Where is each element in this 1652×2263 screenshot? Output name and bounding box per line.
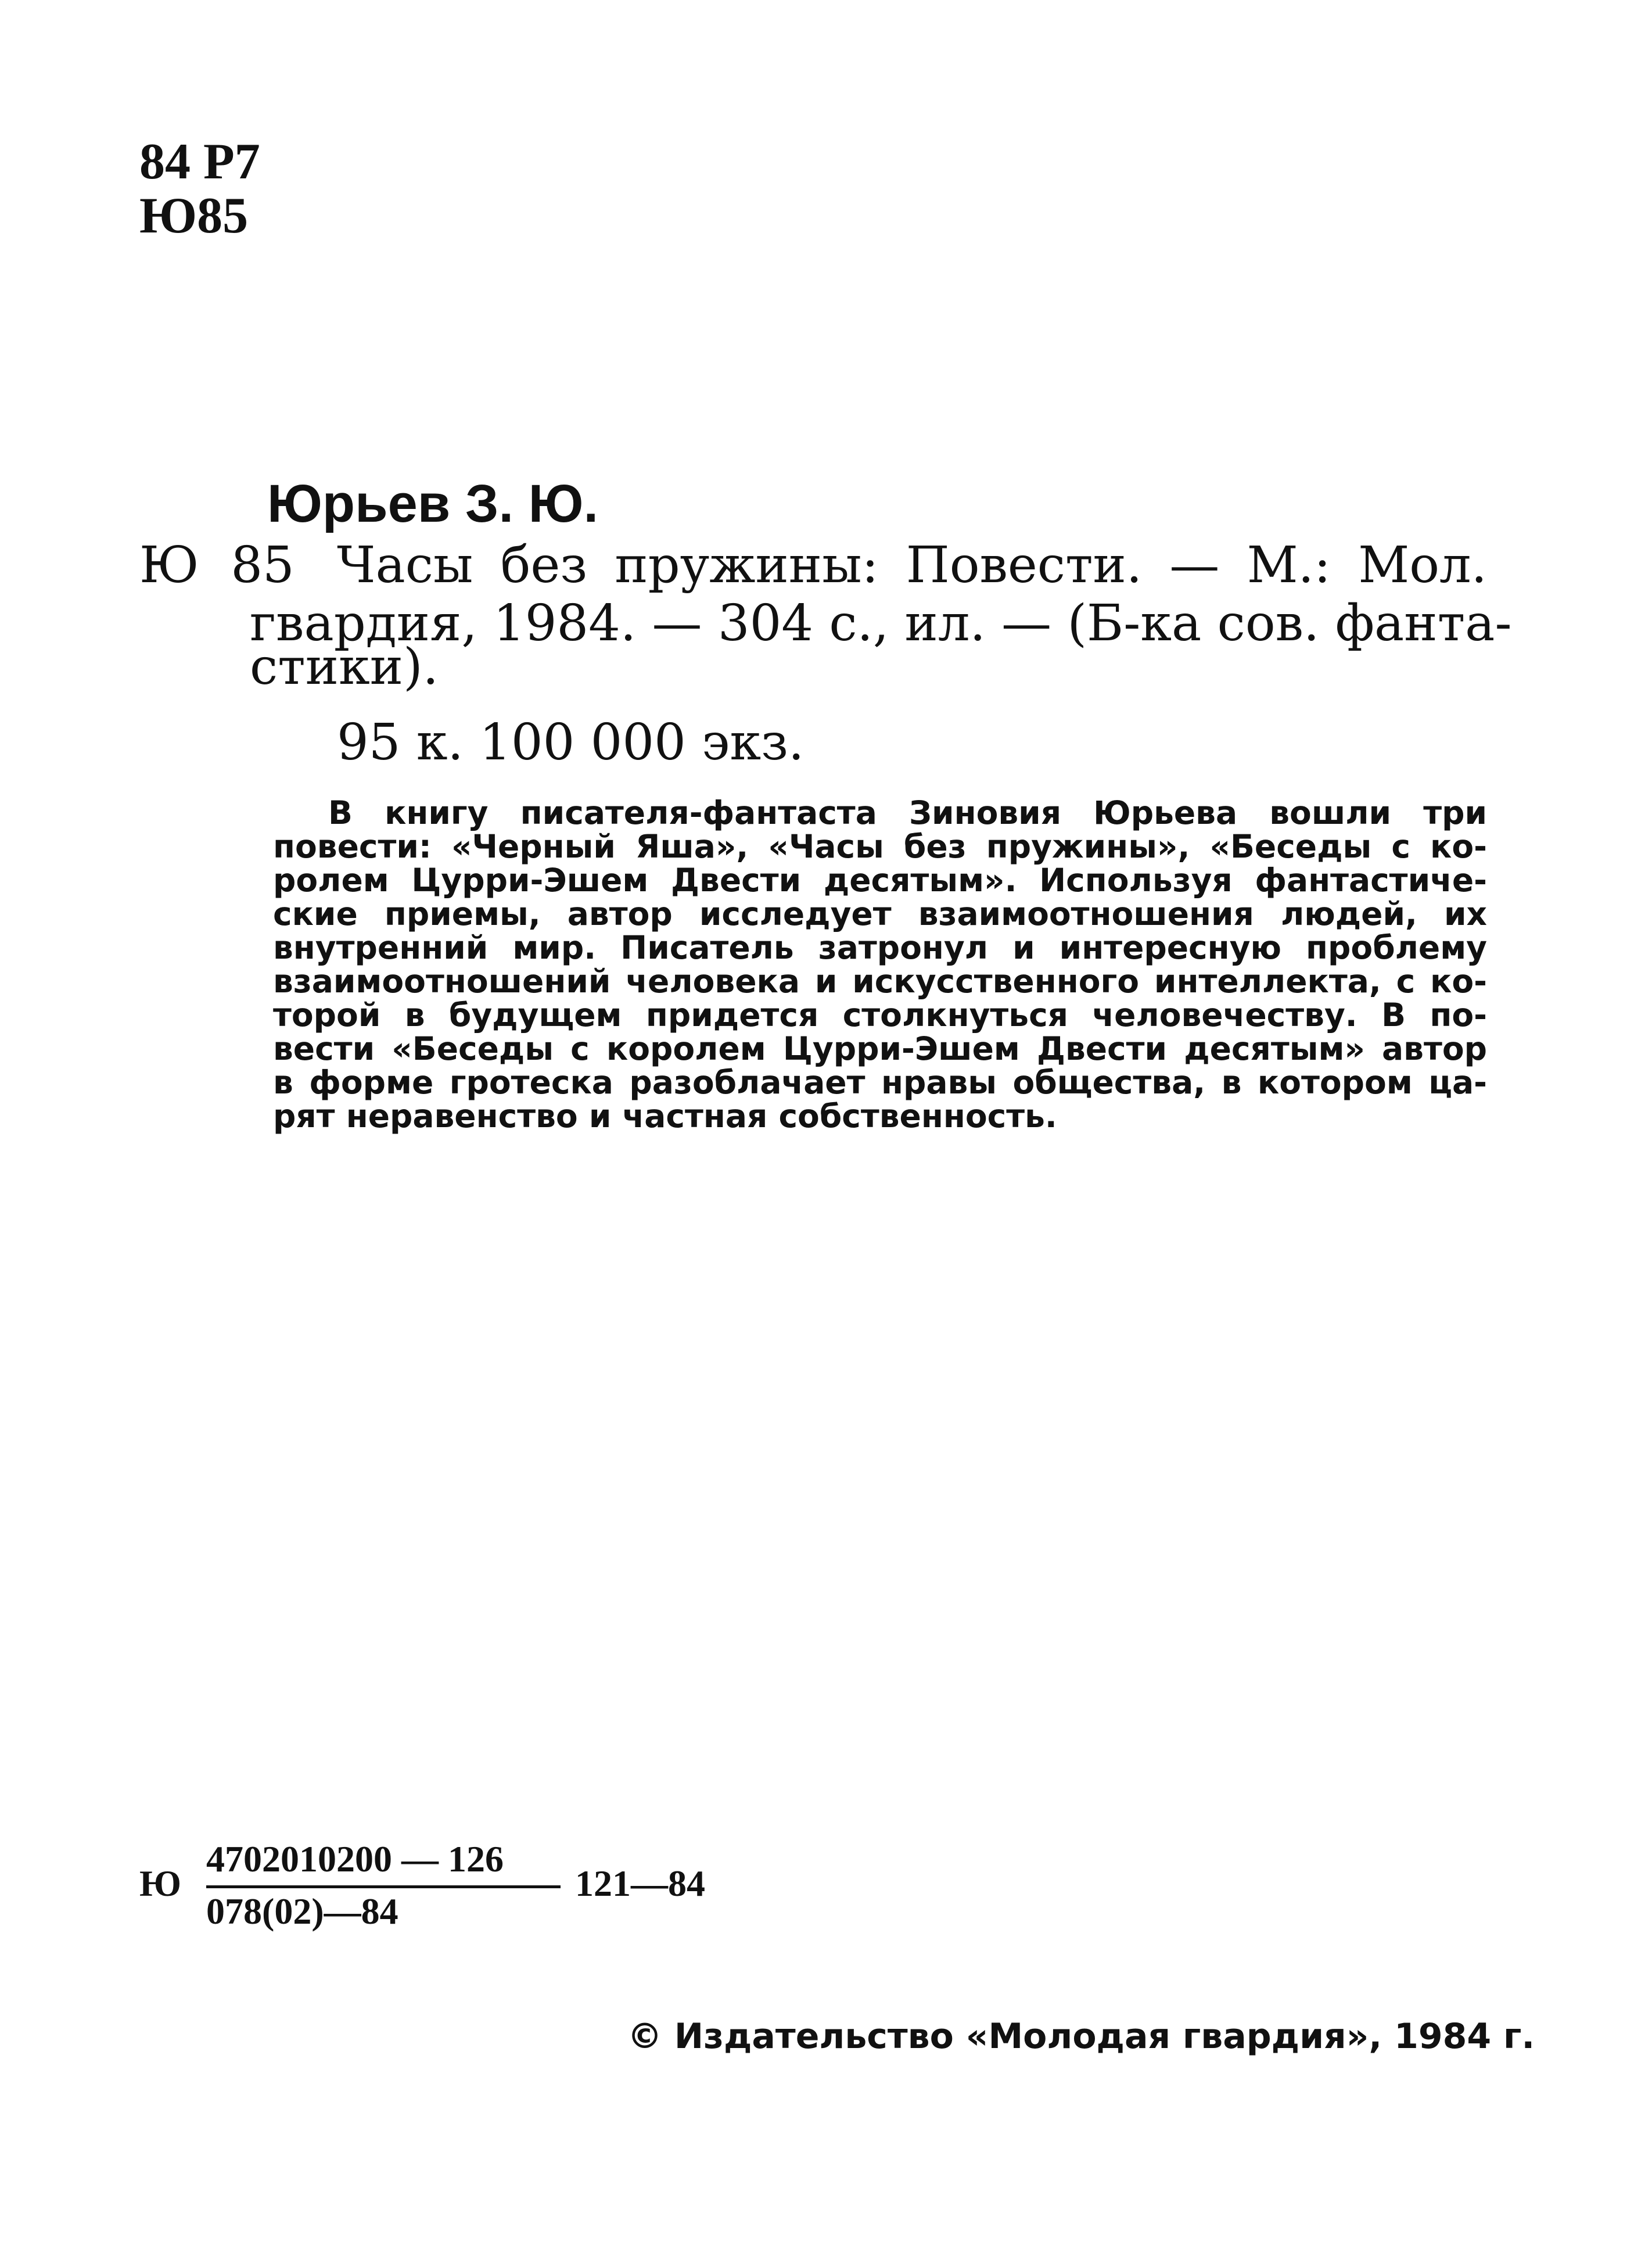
annotation-line: повести: «Черный Яша», «Часы без пружины», «Беседы с ко- [273, 828, 1487, 865]
classification-code-line2: Ю85 [139, 188, 249, 244]
author-name: Юрьев З. Ю. [267, 474, 599, 533]
card-prefix-number: 85 [231, 536, 295, 594]
classification-code-line1: 84 Р7 [139, 134, 260, 190]
card-imprint-line: гвардия, 1984. — 304 с., ил. — (Б-ка сов. фанта- [250, 594, 1512, 652]
annotation-line: ские приемы, автор исследует взаимоотношения людей, их [273, 895, 1487, 933]
copyright-line: © Издательство «Молодая гвардия», 1984 г. [627, 2016, 1535, 2057]
card-prefix [139, 536, 295, 594]
annotation-line: взаимоотношений человека и искусственного интеллекта, с ко- [273, 963, 1487, 1000]
annotation-line: ролем Цурри-Эшем Двести десятым». Используя фантастиче- [273, 862, 1487, 899]
index-numerator: 4702010200 — 126 [206, 1838, 504, 1880]
card-title-line: Часы без пружины: Повести. — М.: Мол. [337, 536, 1487, 594]
annotation-line: в форме гротеска разоблачает нравы общества, в котором ца- [273, 1064, 1487, 1101]
annotation-line: рят неравенство и частная собственность. [273, 1098, 1057, 1135]
card-prefix-letter: Ю [139, 536, 199, 594]
annotation-line: внутренний мир. Писатель затронул и интересную проблему [273, 929, 1487, 966]
card-series-line: стики). [250, 638, 439, 696]
annotation-line: вести «Беседы с королем Цурри-Эшем Двести десятым» автор [273, 1030, 1487, 1067]
index-letter: Ю [139, 1863, 182, 1904]
price-and-run: 95 к. 100 000 экз. [337, 713, 805, 772]
fraction-rule [206, 1885, 561, 1888]
annotation-line: В книгу писателя-фантаста Зиновия Юрьева вошли три [328, 794, 1487, 831]
index-suffix: 121—84 [575, 1863, 705, 1904]
annotation-line: торой в будущем придется столкнуться человечеству. В по- [273, 996, 1487, 1034]
index-denominator: 078(02)—84 [206, 1891, 398, 1932]
